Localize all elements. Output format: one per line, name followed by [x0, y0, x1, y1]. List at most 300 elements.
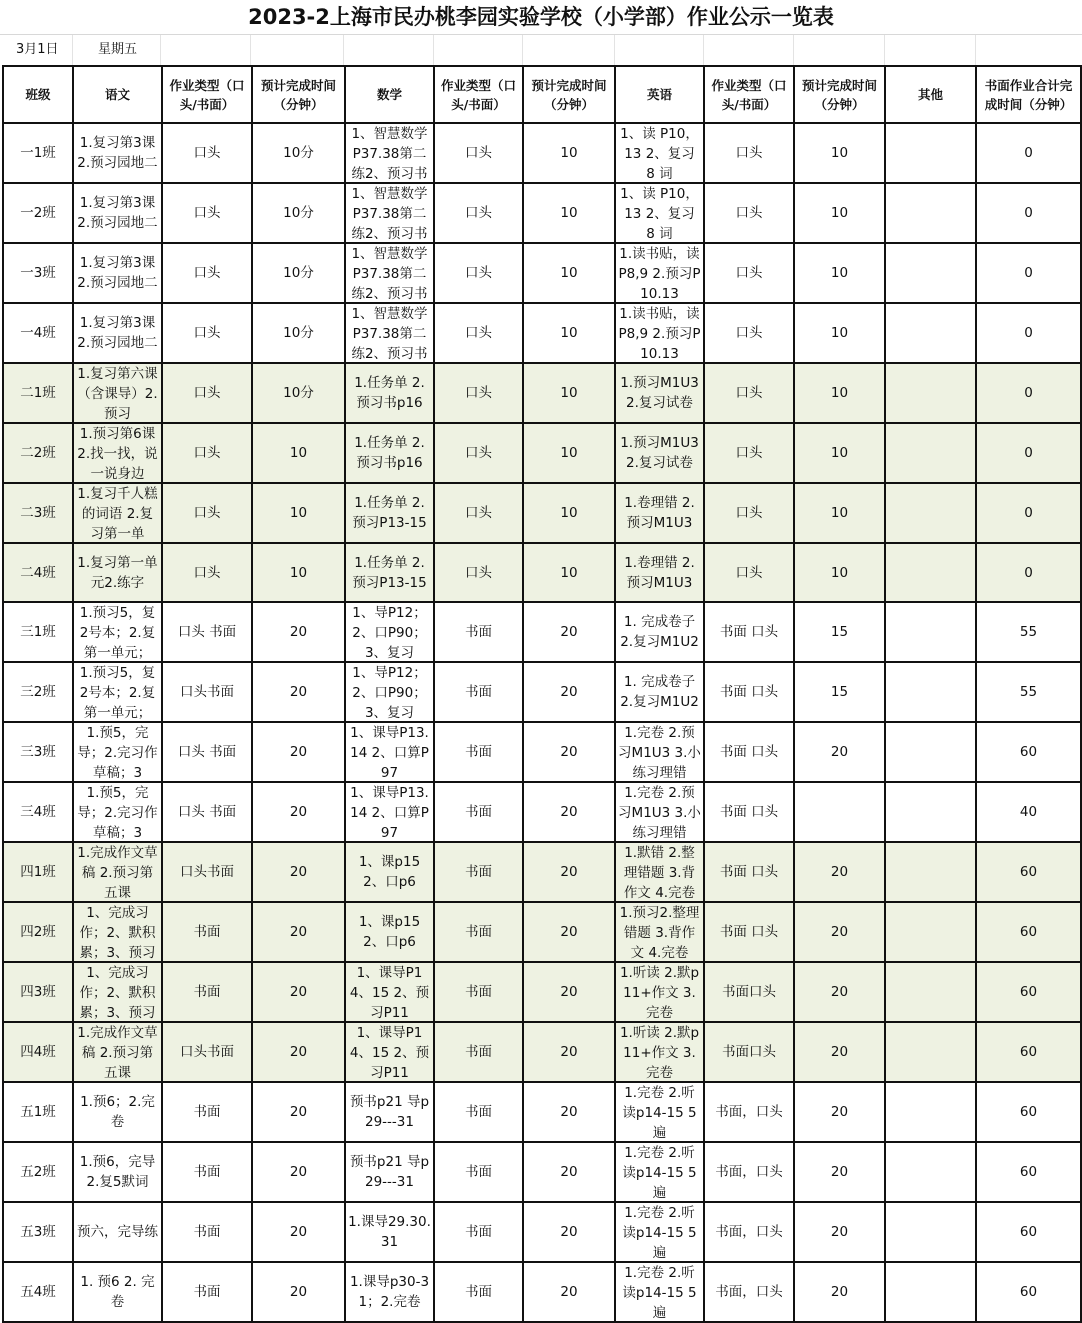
cell-text: 1.预6；2.完卷	[80, 1094, 155, 1130]
math-type-cell[interactable]	[434, 303, 523, 363]
math-type-cell[interactable]	[434, 842, 523, 902]
chinese-type-cell[interactable]	[162, 183, 252, 243]
cell-text: 1.任务单 2.预习书p16	[354, 435, 425, 471]
math-time-cell[interactable]	[523, 1082, 615, 1142]
math-type-cell[interactable]	[434, 602, 523, 662]
chinese-time-cell[interactable]	[252, 303, 345, 363]
header-math-time: 预计完成时间（分钟）	[523, 66, 615, 123]
english-cell[interactable]	[615, 1142, 704, 1202]
header-english-type: 作业类型（口头/书面）	[704, 66, 794, 123]
other-cell[interactable]	[885, 1262, 976, 1322]
english-time-cell[interactable]	[794, 183, 885, 243]
other-cell[interactable]	[885, 243, 976, 303]
chinese-type-cell[interactable]	[162, 722, 252, 782]
cell-text: 10	[560, 564, 578, 581]
class-cell[interactable]	[3, 303, 73, 363]
chinese-cell[interactable]	[73, 722, 162, 782]
chinese-type-cell[interactable]	[162, 1262, 252, 1322]
math-type-cell[interactable]	[434, 662, 523, 722]
chinese-type-cell[interactable]	[162, 543, 252, 602]
cell-text: 10	[560, 265, 578, 281]
chinese-time-cell[interactable]	[252, 543, 345, 602]
class-cell[interactable]	[3, 1022, 73, 1082]
other-cell[interactable]	[885, 123, 976, 183]
total-cell[interactable]	[976, 1142, 1081, 1202]
english-type-cell[interactable]	[704, 842, 794, 902]
english-type-cell[interactable]	[704, 303, 794, 363]
cell-text: 1.完卷 2.听读p14-15 5遍	[622, 1265, 697, 1321]
chinese-time-cell[interactable]	[252, 782, 345, 842]
math-type-cell[interactable]	[434, 123, 523, 183]
english-type-cell[interactable]	[704, 902, 794, 962]
cell-text: 1.听读 2.默p11+作文 3.完卷	[619, 965, 700, 1021]
math-time-cell[interactable]	[523, 423, 615, 483]
total-cell[interactable]	[976, 602, 1081, 662]
chinese-type-cell[interactable]	[162, 363, 252, 423]
cell-text: 0	[1024, 205, 1033, 221]
class-cell[interactable]	[3, 1262, 73, 1322]
english-type-cell[interactable]	[704, 1262, 794, 1322]
english-type-cell[interactable]	[704, 183, 794, 243]
english-cell[interactable]	[615, 1202, 704, 1262]
cell-text: 20	[560, 1224, 578, 1240]
english-type-cell[interactable]	[704, 1022, 794, 1082]
table-row	[3, 1202, 1081, 1262]
cell-text: 书面 口头	[719, 924, 779, 940]
english-cell[interactable]	[615, 1082, 704, 1142]
cell-text: 1. 预6 2. 完卷	[80, 1274, 155, 1310]
english-time-cell[interactable]	[794, 602, 885, 662]
cell-text: 1.预习第6课 2.找一找，说一说身边	[77, 426, 158, 482]
cell-text: 20	[830, 744, 849, 760]
chinese-time-cell[interactable]	[252, 902, 345, 962]
english-time-cell[interactable]	[794, 1022, 885, 1082]
math-cell[interactable]	[345, 543, 434, 602]
cell-text: 1.读书贴，读P8,9 2.预习P10.13	[618, 246, 701, 302]
english-time-cell[interactable]	[794, 902, 885, 962]
other-cell[interactable]	[885, 543, 976, 602]
chinese-time-cell[interactable]	[252, 363, 345, 423]
cell-text: 口头	[193, 325, 221, 341]
cell-text: 0	[1024, 564, 1033, 581]
cell-text: 20	[830, 1224, 849, 1240]
chinese-cell[interactable]	[73, 483, 162, 543]
math-cell[interactable]	[345, 243, 434, 303]
other-cell[interactable]	[885, 363, 976, 423]
chinese-type-cell[interactable]	[162, 1022, 252, 1082]
class-cell[interactable]	[3, 543, 73, 602]
math-cell[interactable]	[345, 123, 434, 183]
cell-text: 1.默错 2.整理错题 3.背作文 4.完卷	[623, 845, 696, 901]
english-cell[interactable]	[615, 1262, 704, 1322]
cell-text: 10	[560, 145, 578, 161]
english-type-cell[interactable]	[704, 423, 794, 483]
total-cell[interactable]	[976, 543, 1081, 602]
english-time-cell[interactable]	[794, 1142, 885, 1202]
math-type-cell[interactable]	[434, 183, 523, 243]
english-type-cell[interactable]	[704, 123, 794, 183]
chinese-time-cell[interactable]	[252, 1202, 345, 1262]
page-title: 2023-2上海市民办桃李园实验学校（小学部）作业公示一览表	[248, 5, 834, 29]
english-time-cell[interactable]	[794, 483, 885, 543]
math-cell[interactable]	[345, 303, 434, 363]
cell-text: 口头	[193, 265, 221, 281]
math-type-cell[interactable]	[434, 962, 523, 1022]
english-time-cell[interactable]	[794, 962, 885, 1022]
english-type-cell[interactable]	[704, 1142, 794, 1202]
math-time-cell[interactable]	[523, 662, 615, 722]
total-cell[interactable]	[976, 842, 1081, 902]
chinese-time-cell[interactable]	[252, 1142, 345, 1202]
chinese-time-cell[interactable]	[252, 123, 345, 183]
cell-text: 1、课p15 2、口p6	[358, 914, 421, 950]
english-cell[interactable]	[615, 483, 704, 543]
cell-text: 20	[289, 744, 308, 760]
english-cell[interactable]	[615, 842, 704, 902]
chinese-type-cell[interactable]	[162, 303, 252, 363]
math-type-cell[interactable]	[434, 1022, 523, 1082]
chinese-cell[interactable]	[73, 543, 162, 602]
math-time-cell[interactable]	[523, 602, 615, 662]
english-time-cell[interactable]	[794, 1202, 885, 1262]
total-cell[interactable]	[976, 1022, 1081, 1082]
english-cell[interactable]	[615, 543, 704, 602]
english-cell[interactable]	[615, 183, 704, 243]
english-type-cell[interactable]	[704, 243, 794, 303]
cell-text: 1.课导29.30.31	[348, 1214, 431, 1250]
english-cell[interactable]	[615, 1022, 704, 1082]
chinese-time-cell[interactable]	[252, 1262, 345, 1322]
table-row	[3, 123, 1081, 183]
math-cell[interactable]	[345, 1082, 434, 1142]
chinese-cell[interactable]	[73, 423, 162, 483]
english-time-cell[interactable]	[794, 842, 885, 902]
english-type-cell[interactable]	[704, 1082, 794, 1142]
total-cell[interactable]	[976, 1262, 1081, 1322]
math-cell[interactable]	[345, 1022, 434, 1082]
cell-text: 0	[1024, 445, 1033, 461]
other-cell[interactable]	[885, 483, 976, 543]
chinese-cell[interactable]	[73, 1022, 162, 1082]
other-cell[interactable]	[885, 303, 976, 363]
chinese-time-cell[interactable]	[252, 483, 345, 543]
other-cell[interactable]	[885, 902, 976, 962]
math-time-cell[interactable]	[523, 1022, 615, 1082]
english-type-cell[interactable]	[704, 662, 794, 722]
total-cell[interactable]	[976, 123, 1081, 183]
math-time-cell[interactable]	[523, 123, 615, 183]
english-cell[interactable]	[615, 423, 704, 483]
total-cell[interactable]	[976, 962, 1081, 1022]
chinese-type-cell[interactable]	[162, 423, 252, 483]
chinese-cell[interactable]	[73, 602, 162, 662]
cell-text: 书面	[465, 924, 492, 940]
cell-text: 书面	[193, 1224, 221, 1240]
cell-text: 10分	[283, 145, 314, 161]
chinese-cell[interactable]	[73, 962, 162, 1022]
chinese-time-cell[interactable]	[252, 962, 345, 1022]
cell-text: 10	[560, 325, 578, 341]
english-cell[interactable]	[615, 662, 704, 722]
chinese-cell[interactable]	[73, 902, 162, 962]
english-time-cell[interactable]	[794, 303, 885, 363]
cell-text: 1.预5，完导；2.完习作草稿；3	[77, 785, 158, 841]
chinese-type-cell[interactable]	[162, 483, 252, 543]
chinese-cell[interactable]	[73, 662, 162, 722]
math-cell[interactable]	[345, 722, 434, 782]
math-cell[interactable]	[345, 183, 434, 243]
math-time-cell[interactable]	[523, 842, 615, 902]
other-cell[interactable]	[885, 423, 976, 483]
math-cell[interactable]	[345, 602, 434, 662]
class-cell[interactable]	[3, 243, 73, 303]
cell-text: 口头	[735, 325, 763, 341]
math-time-cell[interactable]	[523, 243, 615, 303]
chinese-time-cell[interactable]	[252, 602, 345, 662]
math-type-cell[interactable]	[434, 1262, 523, 1322]
other-cell[interactable]	[885, 1082, 976, 1142]
other-cell[interactable]	[885, 662, 976, 722]
class-cell[interactable]	[3, 423, 73, 483]
math-cell[interactable]	[345, 483, 434, 543]
english-cell[interactable]	[615, 722, 704, 782]
math-time-cell[interactable]	[523, 962, 615, 1022]
cell-text: 0	[1024, 505, 1033, 521]
other-cell[interactable]	[885, 962, 976, 1022]
math-cell[interactable]	[345, 842, 434, 902]
english-time-cell[interactable]	[794, 1082, 885, 1142]
total-cell[interactable]	[976, 1082, 1081, 1142]
other-cell[interactable]	[885, 842, 976, 902]
cell-text: 书面 口头	[719, 864, 779, 880]
chinese-type-cell[interactable]	[162, 662, 252, 722]
other-cell[interactable]	[885, 722, 976, 782]
chinese-type-cell[interactable]	[162, 243, 252, 303]
math-type-cell[interactable]	[434, 243, 523, 303]
math-type-cell[interactable]	[434, 1142, 523, 1202]
english-time-cell[interactable]	[794, 722, 885, 782]
total-cell[interactable]	[976, 183, 1081, 243]
class-cell[interactable]	[3, 602, 73, 662]
english-time-cell[interactable]	[794, 543, 885, 602]
math-cell[interactable]	[345, 1142, 434, 1202]
english-time-cell[interactable]	[794, 243, 885, 303]
weekday-cell[interactable]: 星期五	[98, 42, 138, 57]
math-time-cell[interactable]	[523, 1262, 615, 1322]
other-cell[interactable]	[885, 1142, 976, 1202]
class-cell[interactable]	[3, 123, 73, 183]
english-type-cell[interactable]	[704, 363, 794, 423]
english-time-cell[interactable]	[794, 662, 885, 722]
chinese-cell[interactable]	[73, 123, 162, 183]
math-type-cell[interactable]	[434, 363, 523, 423]
english-cell[interactable]	[615, 123, 704, 183]
english-type-cell[interactable]	[704, 962, 794, 1022]
chinese-time-cell[interactable]	[252, 183, 345, 243]
class-cell[interactable]	[3, 1202, 73, 1262]
chinese-type-cell[interactable]	[162, 1082, 252, 1142]
other-cell[interactable]	[885, 602, 976, 662]
chinese-type-cell[interactable]	[162, 782, 252, 842]
english-type-cell[interactable]	[704, 782, 794, 842]
english-type-cell[interactable]	[704, 602, 794, 662]
class-cell[interactable]	[3, 842, 73, 902]
cell-text: 口头书面	[180, 864, 234, 880]
math-type-cell[interactable]	[434, 722, 523, 782]
other-cell[interactable]	[885, 1202, 976, 1262]
table-row	[3, 842, 1081, 902]
math-type-cell[interactable]	[434, 543, 523, 602]
class-cell[interactable]	[3, 662, 73, 722]
class-cell[interactable]	[3, 183, 73, 243]
chinese-cell[interactable]	[73, 1082, 162, 1142]
english-cell[interactable]	[615, 243, 704, 303]
math-type-cell[interactable]	[434, 1202, 523, 1262]
chinese-cell[interactable]	[73, 1202, 162, 1262]
cell-text: 1.复习第3课 2.预习园地二	[77, 255, 158, 291]
class-cell[interactable]	[3, 962, 73, 1022]
total-cell[interactable]	[976, 662, 1081, 722]
math-time-cell[interactable]	[523, 363, 615, 423]
english-time-cell[interactable]	[794, 363, 885, 423]
math-time-cell[interactable]	[523, 902, 615, 962]
cell-text: 20	[289, 804, 308, 820]
english-cell[interactable]	[615, 363, 704, 423]
english-cell[interactable]	[615, 303, 704, 363]
cell-text: 一3班	[20, 265, 56, 281]
english-type-cell[interactable]	[704, 543, 794, 602]
cell-text: 1.卷理错 2.预习M1U3	[624, 495, 695, 531]
cell-text: 1、导P12；2、口P90；3、复习	[352, 605, 427, 661]
class-cell[interactable]	[3, 902, 73, 962]
math-cell[interactable]	[345, 962, 434, 1022]
chinese-cell[interactable]	[73, 1142, 162, 1202]
chinese-cell[interactable]	[73, 842, 162, 902]
header-row	[3, 66, 1081, 123]
total-cell[interactable]	[976, 303, 1081, 363]
total-cell[interactable]	[976, 722, 1081, 782]
chinese-cell[interactable]	[73, 243, 162, 303]
english-time-cell[interactable]	[794, 123, 885, 183]
english-type-cell[interactable]	[704, 483, 794, 543]
chinese-cell[interactable]	[73, 183, 162, 243]
chinese-time-cell[interactable]	[252, 662, 345, 722]
english-cell[interactable]	[615, 902, 704, 962]
math-type-cell[interactable]	[434, 483, 523, 543]
cell-text: 口头	[193, 205, 221, 221]
cell-text: 1.听读 2.默p11+作文 3.完卷	[619, 1025, 700, 1081]
chinese-time-cell[interactable]	[252, 1082, 345, 1142]
total-cell[interactable]	[976, 423, 1081, 483]
table-row	[3, 183, 1081, 243]
chinese-time-cell[interactable]	[252, 1022, 345, 1082]
class-cell[interactable]	[3, 782, 73, 842]
math-time-cell[interactable]	[523, 483, 615, 543]
english-time-cell[interactable]	[794, 782, 885, 842]
cell-text: 0	[1024, 265, 1033, 281]
chinese-type-cell[interactable]	[162, 1202, 252, 1262]
class-cell[interactable]	[3, 483, 73, 543]
chinese-type-cell[interactable]	[162, 602, 252, 662]
cell-text: 1、完成习作；2、默积累；3、预习	[79, 905, 156, 961]
math-time-cell[interactable]	[523, 183, 615, 243]
math-time-cell[interactable]	[523, 303, 615, 363]
math-cell[interactable]	[345, 782, 434, 842]
english-cell[interactable]	[615, 602, 704, 662]
table-row	[3, 662, 1081, 722]
math-time-cell[interactable]	[523, 722, 615, 782]
math-type-cell[interactable]	[434, 423, 523, 483]
math-cell[interactable]	[345, 423, 434, 483]
cell-text: 口头	[465, 505, 492, 521]
class-cell[interactable]	[3, 1142, 73, 1202]
math-cell[interactable]	[345, 662, 434, 722]
chinese-type-cell[interactable]	[162, 902, 252, 962]
grid-line	[160, 35, 161, 65]
math-time-cell[interactable]	[523, 543, 615, 602]
cell-text: 10	[289, 445, 308, 461]
math-cell[interactable]	[345, 363, 434, 423]
total-cell[interactable]	[976, 782, 1081, 842]
chinese-time-cell[interactable]	[252, 722, 345, 782]
math-type-cell[interactable]	[434, 902, 523, 962]
math-time-cell[interactable]	[523, 1202, 615, 1262]
total-cell[interactable]	[976, 483, 1081, 543]
table-row	[3, 1142, 1081, 1202]
chinese-time-cell[interactable]	[252, 842, 345, 902]
english-type-cell[interactable]	[704, 1202, 794, 1262]
chinese-cell[interactable]	[73, 782, 162, 842]
total-cell[interactable]	[976, 243, 1081, 303]
math-cell[interactable]	[345, 1202, 434, 1262]
class-cell[interactable]	[3, 363, 73, 423]
english-type-cell[interactable]	[704, 722, 794, 782]
cell-text: 1、智慧数学P37.38第二练2、预习书	[351, 306, 428, 362]
total-cell[interactable]	[976, 363, 1081, 423]
total-cell[interactable]	[976, 1202, 1081, 1262]
english-cell[interactable]	[615, 962, 704, 1022]
chinese-cell[interactable]	[73, 1262, 162, 1322]
date-cell[interactable]: 3月1日	[16, 42, 59, 57]
math-cell[interactable]	[345, 1262, 434, 1322]
english-time-cell[interactable]	[794, 423, 885, 483]
math-time-cell[interactable]	[523, 1142, 615, 1202]
math-type-cell[interactable]	[434, 1082, 523, 1142]
math-cell[interactable]	[345, 902, 434, 962]
chinese-time-cell[interactable]	[252, 243, 345, 303]
other-cell[interactable]	[885, 183, 976, 243]
chinese-type-cell[interactable]	[162, 962, 252, 1022]
chinese-cell[interactable]	[73, 363, 162, 423]
math-type-cell[interactable]	[434, 782, 523, 842]
class-cell[interactable]	[3, 722, 73, 782]
cell-text: 口头	[193, 445, 221, 461]
english-time-cell[interactable]	[794, 1262, 885, 1322]
cell-text: 口头 书面	[177, 624, 237, 640]
class-cell[interactable]	[3, 1082, 73, 1142]
other-cell[interactable]	[885, 1022, 976, 1082]
chinese-type-cell[interactable]	[162, 123, 252, 183]
math-time-cell[interactable]	[523, 782, 615, 842]
table-row	[3, 543, 1081, 602]
other-cell[interactable]	[885, 782, 976, 842]
chinese-cell[interactable]	[73, 303, 162, 363]
chinese-type-cell[interactable]	[162, 842, 252, 902]
total-cell[interactable]	[976, 902, 1081, 962]
english-cell[interactable]	[615, 782, 704, 842]
chinese-type-cell[interactable]	[162, 1142, 252, 1202]
chinese-time-cell[interactable]	[252, 423, 345, 483]
